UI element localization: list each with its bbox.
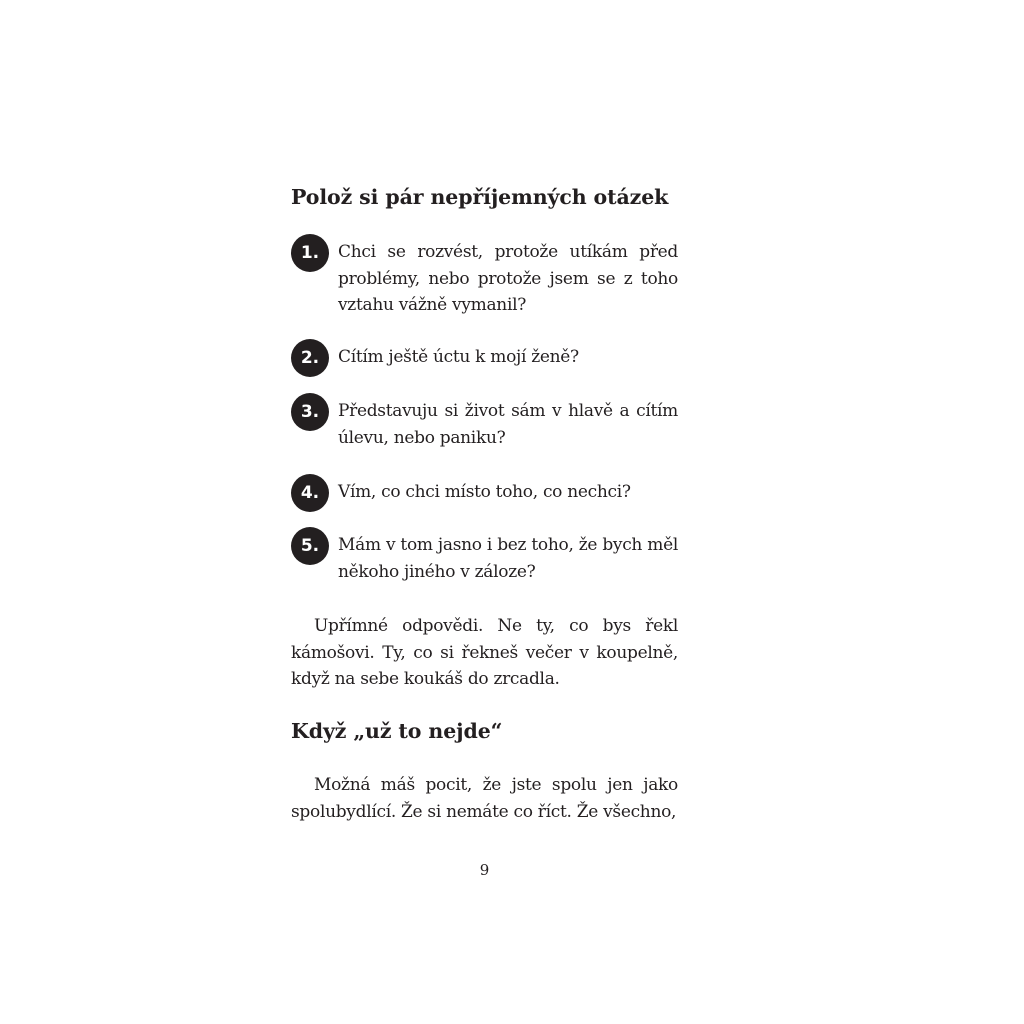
question-number-badge: 2.: [291, 339, 329, 377]
question-number-badge: 4.: [291, 474, 329, 512]
section-heading: Když „už to nejde“: [291, 719, 503, 743]
section-heading: Polož si pár nepříjemných otázek: [291, 185, 669, 209]
page-number: 9: [479, 861, 490, 879]
question-number-badge: 3.: [291, 393, 329, 431]
question-text: Mám v tom jasno i bez toho, že bych měl někoho jiného v záloze?: [338, 535, 678, 582]
body-paragraph: Možná máš pocit, že jste spolu jen jako spolubydlící. Že si nemáte co říct. Že všechno,: [291, 775, 678, 822]
question-text: Představuju si život sám v hlavě a cítím úlevu, nebo paniku?: [338, 401, 678, 448]
body-paragraph: Upřímné odpovědi. Ne ty, co bys řekl kámošovi. Ty, co si řekneš večer v koupelně, když na sebe koukáš do zrcadla.: [291, 616, 678, 689]
question-number-badge: 5.: [291, 527, 329, 565]
question-number-badge: 1.: [291, 234, 329, 272]
question-text: Vím, co chci místo toho, co nechci?: [338, 482, 631, 502]
question-text: Cítím ještě úctu k mojí ženě?: [338, 347, 579, 367]
book-page: [291, 0, 678, 1024]
question-text: Chci se rozvést, protože utíkám před problémy, nebo protože jsem se z toho vztahu vážně vymanil?: [338, 242, 678, 315]
